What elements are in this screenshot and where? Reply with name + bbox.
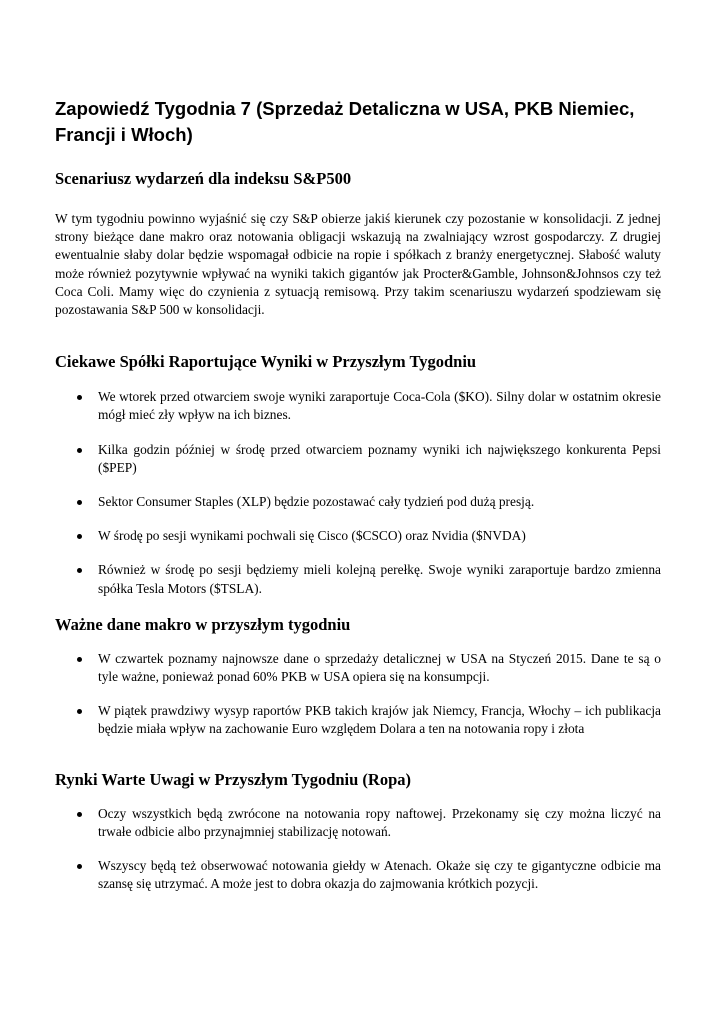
list-item (55, 441, 661, 477)
bullet-icon (77, 812, 82, 817)
document-page (55, 96, 661, 893)
list-item-text: Wszyscy będą też obserwować notowania giełdy w Atenach. Okaże się czy te gigantyczne odbicie ma szansę się utrzymać. A może jest to dobra okazja do zajmowania krótkich pozycji. (98, 858, 661, 892)
bullet-icon (77, 657, 82, 662)
macro-list (55, 650, 661, 739)
section-heading-markets: Rynki Warte Uwagi w Przyszłym Tygodniu (Ropa) (55, 769, 412, 789)
bullet-icon (77, 568, 82, 573)
list-item-text: Oczy wszystkich będą zwrócone na notowania ropy naftowej. Przekonamy się czy można liczyć na trwałe odbicie albo przynajmniej stabilizację notowań. (98, 805, 661, 839)
list-item (55, 857, 661, 893)
list-item-text: W piątek prawdziwy wysyp raportów PKB takich krajów jak Niemcy, Francja, Włochy – ich publikacja będzie miała wpływ na zachowanie Euro względem Dolara a ten na notowania ropy i złota (98, 703, 661, 737)
bullet-icon (77, 864, 82, 869)
list-item (55, 805, 661, 841)
list-item-text: W środę po sesji wynikami pochwali się Cisco ($CSCO) oraz Nvidia ($NVDA) (98, 528, 526, 544)
list-item (55, 388, 661, 424)
section-heading-scenario: Scenariusz wydarzeń dla indeksu S&P500 (55, 169, 352, 188)
scenario-paragraph: W tym tygodniu powinno wyjaśnić się czy S&P obierze jakiś kierunek czy pozostanie w konsolidacji. Z jednej strony bieżące dane makro oraz notowania obligacji wskazują na zwalniający wzrost gospodarczy. Z drugiej ewentualnie słaby dolar będzie wspomagał odbicie na ropie i spółkach z branży energetycznej. Słabość waluty może również pozytywnie wpływać na wyniki takich gigantów jak Procter&Gamble, Johnson&Johnsos czy też Coca Coli. Mamy więc do czynienia z sytuacją remisową. Przy takim scenariuszu wydarzeń spodziewam się pozostawania S&P 500 w konsolidacji. (55, 211, 661, 318)
list-item (55, 493, 661, 511)
section-heading-macro: Ważne dane makro w przyszłym tygodniu (55, 614, 351, 634)
list-item-text: Sektor Consumer Staples (XLP) będzie pozostawać cały tydzień pod dużą presją. (98, 494, 535, 510)
bullet-icon (77, 448, 82, 453)
markets-list (55, 805, 661, 894)
bullet-icon (77, 709, 82, 714)
bullet-icon (77, 395, 82, 400)
list-item (55, 650, 661, 686)
list-item (55, 702, 661, 738)
section-heading-companies: Ciekawe Spółki Raportujące Wyniki w Przyszłym Tygodniu (55, 352, 477, 372)
list-item-text: Kilka godzin później w środę przed otwarciem poznamy wyniki ich największego konkurenta Pepsi ($PEP) (98, 441, 661, 475)
bullet-icon (77, 500, 82, 505)
bullet-icon (77, 534, 82, 539)
document-title: Zapowiedź Tygodnia 7 (Sprzedaż Detaliczna w USA, PKB Niemiec, Francji i Włoch) (55, 98, 635, 145)
list-item-text: Również w środę po sesji będziemy mieli kolejną perełkę. Swoje wyniki zaraportuje bardzo zmienna spółka Tesla Motors ($TSLA). (98, 562, 661, 596)
list-item (55, 527, 661, 545)
list-item (55, 561, 661, 597)
list-item-text: We wtorek przed otwarciem swoje wyniki zaraportuje Coca-Cola ($KO). Silny dolar w ostatnim okresie mógł mieć zły wpływ na ich biznes. (98, 389, 661, 423)
list-item-text: W czwartek poznamy najnowsze dane o sprzedaży detalicznej w USA na Styczeń 2015. Dane te są o tyle ważne, ponieważ ponad 60% PKB w USA opiera się na konsumpcji. (98, 650, 661, 685)
companies-list (55, 388, 661, 598)
